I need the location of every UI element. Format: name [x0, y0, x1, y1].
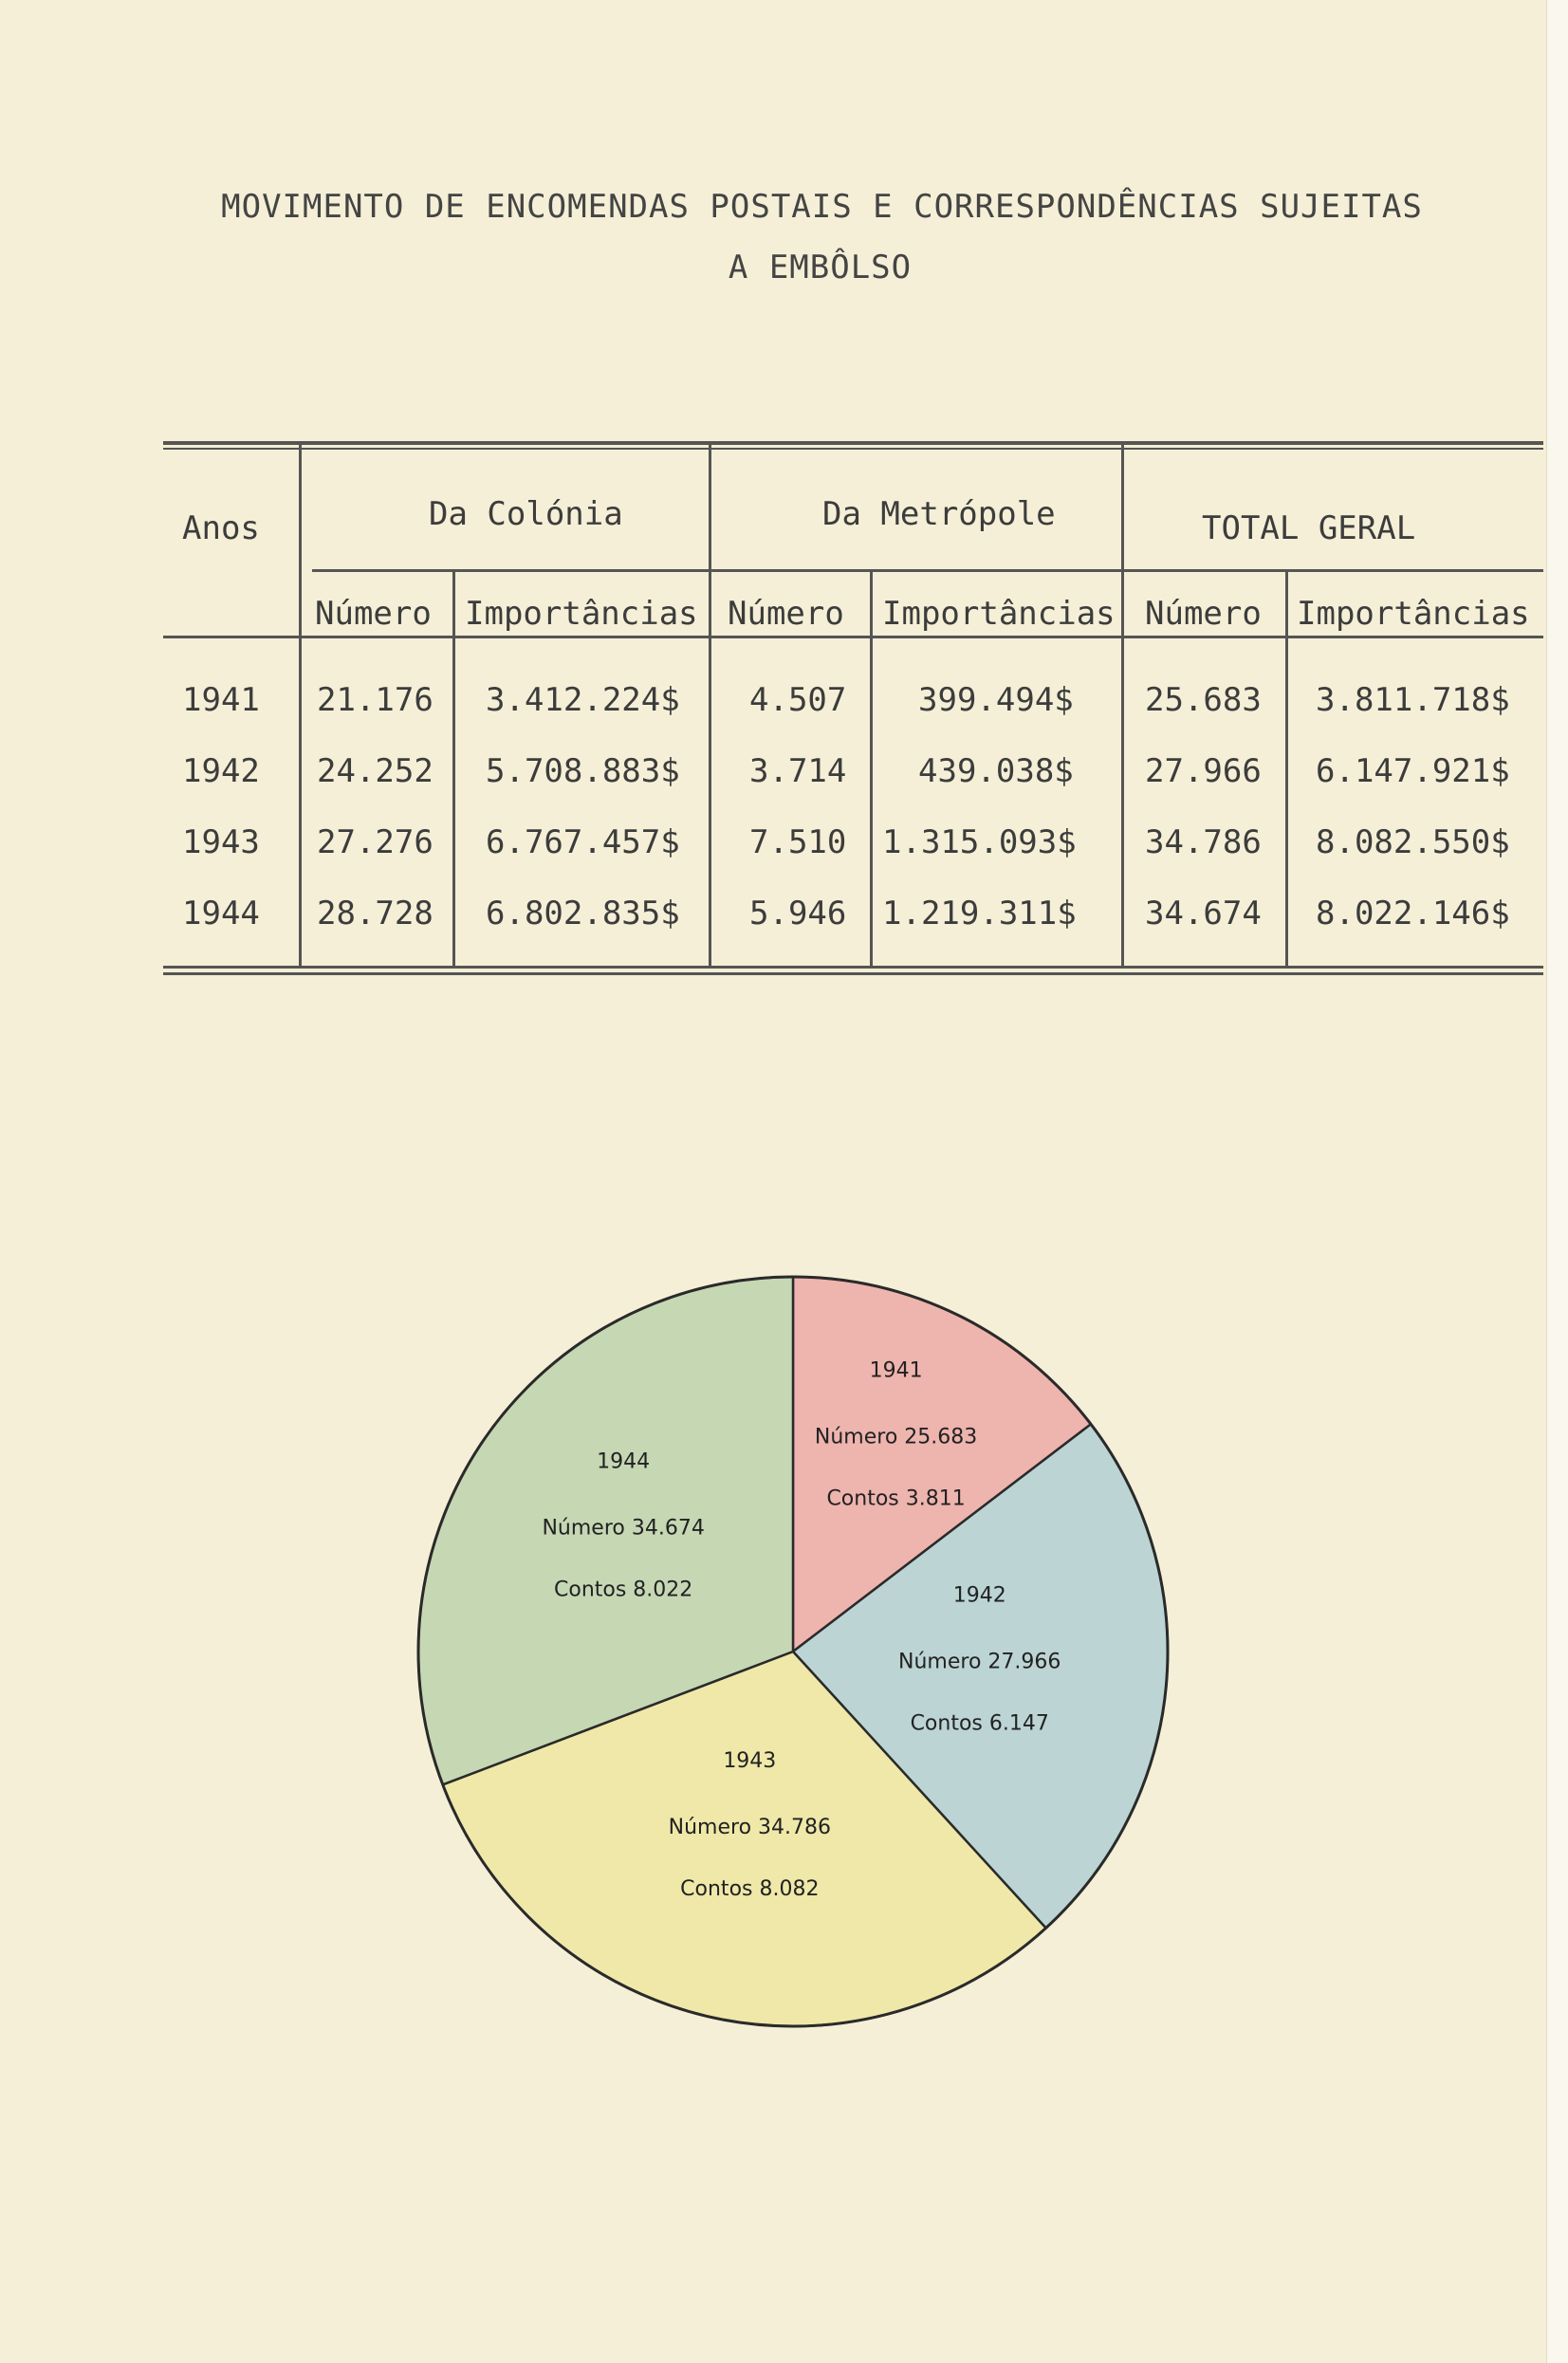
slice-numero-1943: Número 34.786 [668, 1816, 832, 1840]
row-1943-met-imp: 1.315.093$ [882, 823, 1077, 861]
subheader-metropole-importancias: Importâncias [882, 595, 1116, 633]
row-1942-tot-num: 27.966 [1145, 752, 1262, 790]
row-1944-ano: 1944 [182, 895, 260, 932]
row-1943-col-imp: 6.767.457$ [486, 823, 680, 861]
slice-contos-1943: Contos 8.082 [680, 1877, 820, 1902]
row-1944-met-imp: 1.219.311$ [882, 895, 1077, 932]
slice-numero-1941: Número 25.683 [814, 1425, 978, 1449]
row-1944-col-num: 28.728 [317, 895, 434, 932]
row-1941-met-imp: 399.494$ [918, 681, 1074, 719]
row-1942-tot-imp: 6.147.921$ [1316, 752, 1510, 790]
page-subtitle: A EMBÔLSO [728, 249, 913, 286]
row-1941-col-imp: 3.412.224$ [486, 681, 680, 719]
subheader-metropole-numero: Número [728, 595, 844, 633]
header-anos: Anos [182, 509, 260, 547]
row-1941-tot-imp: 3.811.718$ [1316, 681, 1510, 719]
row-1944-tot-num: 34.674 [1145, 895, 1262, 932]
slice-year-1944: 1944 [597, 1449, 651, 1474]
row-1942-col-num: 24.252 [317, 752, 434, 790]
row-1941-ano: 1941 [182, 681, 260, 719]
page-title: MOVIMENTO DE ENCOMENDAS POSTAIS E CORRESPONDÊNCIAS SUJEITAS [221, 188, 1423, 226]
row-1942-ano: 1942 [182, 752, 260, 790]
subheader-colonia-numero: Número [315, 595, 432, 633]
slice-numero-1944: Número 34.674 [542, 1516, 705, 1541]
slice-contos-1942: Contos 6.147 [910, 1711, 1049, 1736]
row-1942-met-imp: 439.038$ [918, 752, 1074, 790]
row-1944-col-imp: 6.802.835$ [486, 895, 680, 932]
subheader-total-importancias: Importâncias [1297, 595, 1530, 633]
row-1941-col-num: 21.176 [317, 681, 434, 719]
row-1943-met-num: 7.510 [749, 823, 847, 861]
header-colonia: Da Colónia [429, 495, 623, 533]
header-metropole: Da Metrópole [822, 495, 1056, 533]
header-total: TOTAL GERAL [1202, 509, 1416, 547]
row-1943-tot-imp: 8.082.550$ [1316, 823, 1510, 861]
row-1943-col-num: 27.276 [317, 823, 434, 861]
row-1941-met-num: 4.507 [749, 681, 847, 719]
row-1943-tot-num: 34.786 [1145, 823, 1262, 861]
subheader-colonia-importancias: Importâncias [465, 595, 698, 633]
row-1941-tot-num: 25.683 [1145, 681, 1262, 719]
row-1944-met-num: 5.946 [749, 895, 847, 932]
slice-year-1943: 1943 [723, 1749, 777, 1774]
row-1944-tot-imp: 8.022.146$ [1316, 895, 1510, 932]
row-1942-col-imp: 5.708.883$ [486, 752, 680, 790]
row-1943-ano: 1943 [182, 823, 260, 861]
slice-numero-1942: Número 27.966 [898, 1650, 1061, 1674]
subheader-total-numero: Número [1145, 595, 1262, 633]
slice-contos-1941: Contos 3.811 [826, 1486, 966, 1511]
slice-year-1941: 1941 [869, 1358, 923, 1383]
slice-year-1942: 1942 [952, 1583, 1006, 1608]
row-1942-met-num: 3.714 [749, 752, 847, 790]
slice-contos-1944: Contos 8.022 [554, 1578, 693, 1602]
